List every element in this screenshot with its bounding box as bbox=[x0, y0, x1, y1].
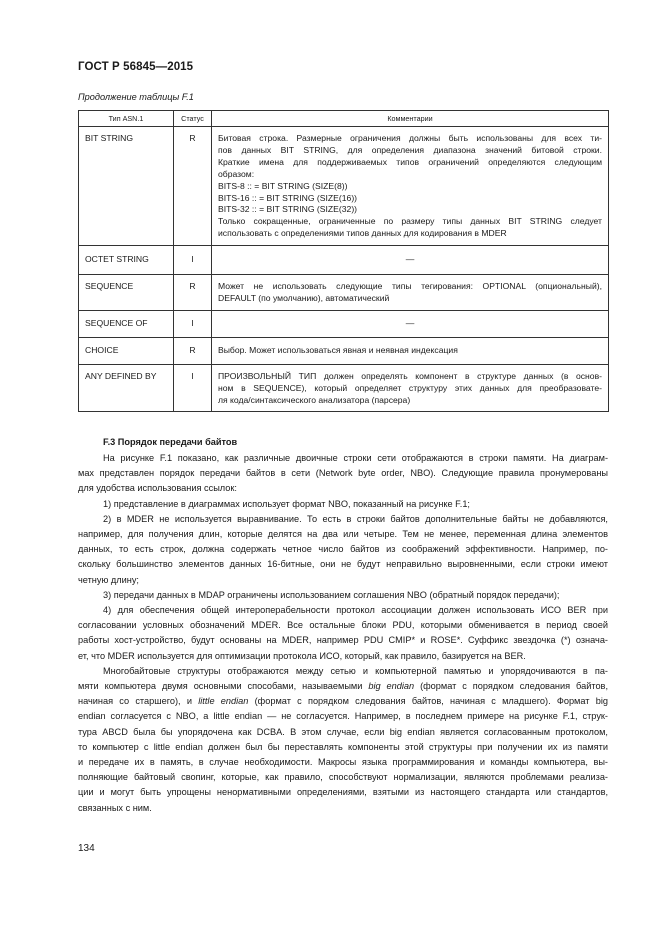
table-row bbox=[79, 127, 609, 246]
text-line: полняющие байтовый свопинг, которые, как правило, способствуют нормализации, являются проблемами реализа- bbox=[78, 772, 608, 783]
comment-line: ПРОИЗВОЛЬНЫЙ ТИП должен определять компонент в структуре данных (в основ- bbox=[218, 370, 602, 381]
comment-line: Битовая строка. Размерные ограничения должны быть использованы для всех ти- bbox=[218, 133, 602, 143]
text-line: 1) представление в диаграммах использует формат NBO, показанный на рисунке F.1; bbox=[103, 498, 470, 509]
page-number: 134 bbox=[78, 843, 95, 854]
comment-line: образом: bbox=[218, 168, 255, 179]
comment-cell bbox=[212, 364, 609, 412]
comment-line: пов данных BIT STRING, для определения диапазона значений битовой строки. bbox=[218, 144, 602, 155]
text-line: и передаче их в память, в случае необходимости. Макросы языка программирования и команды компьютера, вы- bbox=[78, 757, 608, 768]
text-line: данных, то есть строк, должна содержать четное число байтов из соображений эффективности. Например, по- bbox=[78, 544, 608, 555]
comment-line: ном в SEQUENCE), который определяет структуру этих данных для преобразовате- bbox=[218, 382, 602, 393]
comment-line: использовать с определениями типов данных для кодирования в MDER bbox=[218, 228, 507, 239]
text-line: четную длину; bbox=[78, 574, 139, 585]
text-line: согласовании условных обозначений MDER. Все остальные блоки PDU, которыми обменивается в период своей bbox=[78, 620, 608, 631]
text-line: ции и могут быть упрощены ненормативными определениями, взятыми из настоящего стандарта или стандартов, bbox=[78, 787, 608, 798]
comment-line: Краткие имена для поддерживаемых типов ограничений определяются следующим bbox=[218, 156, 602, 167]
table-row bbox=[79, 364, 609, 412]
text-line: Многобайтовые структуры отображаются между сетью и компьютерной памятью и упорядочиваются в па- bbox=[103, 665, 608, 676]
paragraph bbox=[78, 451, 608, 497]
status-cell: I bbox=[174, 310, 212, 337]
text-line: связанных с ним. bbox=[78, 802, 152, 813]
comment-line: BITS-16 :: = BIT STRING (SIZE(16)) bbox=[218, 192, 358, 203]
list-item bbox=[78, 512, 608, 588]
text-line: На рисунке F.1 показано, как различные двоичные строки сети отображаются в строки памяти. На диаграм- bbox=[103, 453, 608, 463]
text-line: 3) передачи данных в MDAP ограничены использованием соглашения NBO (обратный порядок передачи); bbox=[103, 589, 560, 600]
text-line: то компьютер с little endian должен был бы переставлять компоненты этой структуры при получении их из памяти bbox=[78, 741, 608, 752]
comment-line: Может не использовать следующие типы тегирования: OPTIONAL (опциональный), bbox=[218, 281, 602, 292]
type-cell: OCTET STRING bbox=[79, 246, 174, 275]
text-line: 2) в MDER не используется выравнивание. То есть в строки байтов дополнительные байты не добавляются, bbox=[103, 513, 608, 524]
comment-line: ля кода/синтаксического анализатора (парсера) bbox=[218, 394, 411, 405]
text-line: для удобства использования ссылок: bbox=[78, 483, 237, 494]
section-heading: F.3 Порядок передачи байтов bbox=[103, 437, 238, 447]
status-cell: R bbox=[174, 337, 212, 364]
list-item bbox=[78, 603, 608, 664]
list-item bbox=[78, 588, 608, 603]
type-cell: ANY DEFINED BY bbox=[79, 364, 174, 412]
column-header-status: Статус bbox=[174, 111, 212, 127]
column-header-comments: Комментарии bbox=[212, 111, 609, 127]
comment-cell: — bbox=[212, 310, 609, 337]
paragraph bbox=[78, 664, 608, 816]
text-line: работы хост-устройство, будут основаны на MDER, например PDU CMIP* и ROSE*. Суффикс звездочка (*) означа- bbox=[78, 635, 608, 646]
comment-cell bbox=[212, 275, 609, 311]
text-line: 4) для обеспечения общей интероперабельности протокол ассоциации должен использовать ИСО BER при bbox=[103, 605, 608, 616]
type-cell: BIT STRING bbox=[79, 127, 174, 246]
comment-cell bbox=[212, 127, 609, 246]
comment-cell: Выбор. Может использоваться явная и неявная индексация bbox=[212, 337, 609, 364]
table-row bbox=[79, 337, 609, 364]
section-body bbox=[78, 451, 608, 816]
table-header-row bbox=[79, 111, 609, 127]
column-header-type: Тип ASN.1 bbox=[79, 111, 174, 127]
text-line: мяти компьютера двумя основными способами, называемыми big endian (формат с порядком следования байтов, bbox=[78, 681, 608, 692]
comment-line: BITS-8 :: = BIT STRING (SIZE(8)) bbox=[218, 180, 348, 191]
comment-line: Только сокращенные, ограниченные по размеру типы данных BIT STRING следует bbox=[218, 216, 602, 227]
text-line: тура ABCD была бы упорядочена как DCBA. В этом случае, если big endian является согласованным протоколом, bbox=[78, 726, 608, 737]
text-line: мах представлен порядок передачи байтов в сети (Network byte order, NBO). Следующие правила пронумерованы bbox=[78, 468, 608, 479]
table-continuation-caption: Продолжение таблицы F.1 bbox=[78, 92, 194, 102]
comment-line: BITS-32 :: = BIT STRING (SIZE(32)) bbox=[218, 204, 358, 215]
text-line: скольку большинство элементов данных 16-битные, они не будут неправильно выровненными, если строки имеют bbox=[78, 559, 608, 570]
comment-line: DEFAULT (по умолчанию), автоматический bbox=[218, 292, 390, 303]
text-line: например, для получения длин, которые делятся на два или четыре. Тем не менее, переменная длина элементов bbox=[78, 529, 608, 540]
status-cell: I bbox=[174, 364, 212, 412]
list-item bbox=[78, 497, 608, 512]
table-row bbox=[79, 275, 609, 311]
text-line: endian согласуется с NBO, а little endian — не согласуется. Например, в последнем примере на рисунке F.1, струк- bbox=[78, 711, 608, 722]
status-cell: I bbox=[174, 246, 212, 275]
asn1-types-table bbox=[78, 110, 609, 412]
type-cell: SEQUENCE OF bbox=[79, 310, 174, 337]
text-line: ет, что MDER используется для оптимизации протокола ИСО, который, как правило, базируется на BER. bbox=[78, 650, 526, 661]
document-header: ГОСТ Р 56845—2015 bbox=[78, 61, 194, 73]
status-cell: R bbox=[174, 275, 212, 311]
table-row bbox=[79, 246, 609, 275]
type-cell: SEQUENCE bbox=[79, 275, 174, 311]
type-cell: CHOICE bbox=[79, 337, 174, 364]
status-cell: R bbox=[174, 127, 212, 246]
table-row bbox=[79, 310, 609, 337]
text-line: начиная со старшего), и little endian (формат с порядком следования байтов, начиная с младшего). Формат big bbox=[78, 696, 608, 707]
comment-cell: — bbox=[212, 246, 609, 275]
